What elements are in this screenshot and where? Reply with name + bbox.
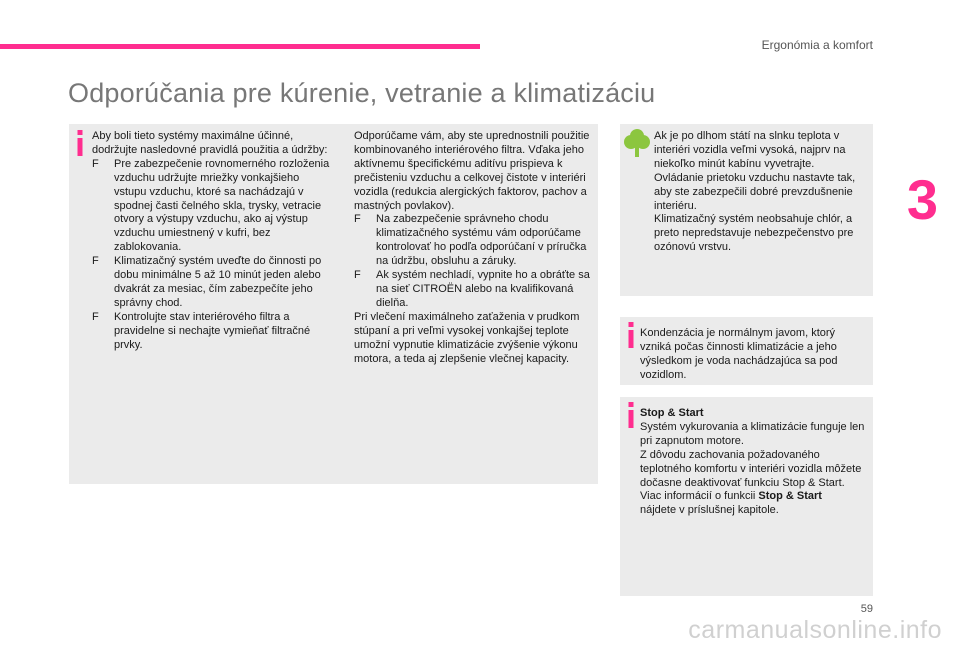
bullet-icon: F [354, 269, 361, 282]
middle-outro: Pri vlečení maximálneho zaťaženia v prudkom stúpaní a pri veľmi vysokej vonkajšej teplote umožní vypnutie klimatizácie zvýšenie výkonu motora, a teda aj zlepšenie vlečnej kapacity. [354, 310, 580, 365]
middle-column [354, 130, 590, 366]
page-number: 59 [860, 603, 873, 615]
bullet-icon: F [92, 255, 99, 268]
accent-bar [0, 44, 480, 49]
list-item: F Kontrolujte stav interiérového filtra a pravidelne si nechajte vymieňať filtračné prvky. [92, 310, 311, 351]
left-intro: Aby boli tieto systémy maximálne účinné, dodržujte nasledovné pravidlá použitia a údržby: [92, 130, 328, 156]
page-title: Odporúčania pre kúrenie, vetranie a klimatizáciu [68, 78, 656, 108]
watermark: carmanualsonline.info [688, 616, 942, 644]
bullet-icon: F [92, 157, 99, 170]
info-icon [76, 130, 84, 156]
list-item: F Pre zabezpečenie rovnomerného rozloženia vzduchu udržujte mriežky vonkajšieho vstupu vzduchu, ktoré sa nachádzajú v spodnej časti čelného skla, trysky, vetracie otvory a výstupy vzduchu, ako aj výstup vzduchu umiestnený v kufri, bez zablokovania. [92, 157, 330, 254]
list-item: F Ak systém nechladí, vypnite ho a obráťte sa na sieť CITROËN alebo na kvalifikovaná dielňa. [354, 269, 590, 309]
left-column [92, 130, 332, 353]
chapter-number: 3 [906, 168, 938, 231]
list-item: F Klimatizačný systém uveďte do činnosti po dobu minimálne 5 až 10 minút jeden alebo dvakrát za mesiac, čím zabezpečíte jeho správny chod. [92, 255, 322, 309]
list-item: F Na zabezpečenie správneho chodu klimatizačného systému vám odporúčame kontrolovať ho podľa odporúčaní v príručka na údržbu, obsluhu a záruky. [354, 213, 587, 268]
sun-box-text: Ak je po dlhom státí na slnku teplota v interiéri vozidla veľmi vysoká, najprv na niekoľko minút kabínu vyvetrajte. Ovládanie prietoku vzduchu nastavte tak, aby ste zabezpečili dobré prevzdušnenie interiéru. Klimatizačný systém neobsahuje chlór, a preto nepredstavuje nebezpečenstvo pre ozónovú vrstvu. [654, 130, 856, 254]
stopstart-text: Stop & Start Systém vykurovania a klimatizácie funguje len pri zapnutom motore. Z dôvodu zachovania požadovaného teplotného komfortu v interiéri vozidla môžete dočasne deaktivovať funkciu Stop & Start. Viac informácií o funkcii Stop & Start nájdete v príslušnej kapitole. [640, 407, 868, 518]
info-icon [627, 322, 635, 348]
stopstart-heading: Stop & Start [640, 407, 704, 419]
middle-intro: Odporúčame vám, aby ste uprednostnili použitie kombinovaného interiérového filtra. Vďaka jeho aktívnemu špecifickému aditívu prispieva k prečisteniu vzduchu a celkovej čistote v interiéri vozidla (redukcia alergických faktorov, pachov a mastných povlakov). [354, 130, 590, 212]
info-icon [627, 402, 635, 428]
tree-icon [624, 128, 650, 158]
chapter-title: Ergonómia a komfort [761, 38, 873, 52]
bullet-icon: F [354, 213, 361, 226]
bullet-icon: F [92, 310, 99, 323]
condensation-text: Kondenzácia je normálnym javom, ktorý vzniká počas činnosti klimatizácie a jeho výsledkom je voda nachádzajúca sa pod vozidlom. [640, 327, 838, 381]
